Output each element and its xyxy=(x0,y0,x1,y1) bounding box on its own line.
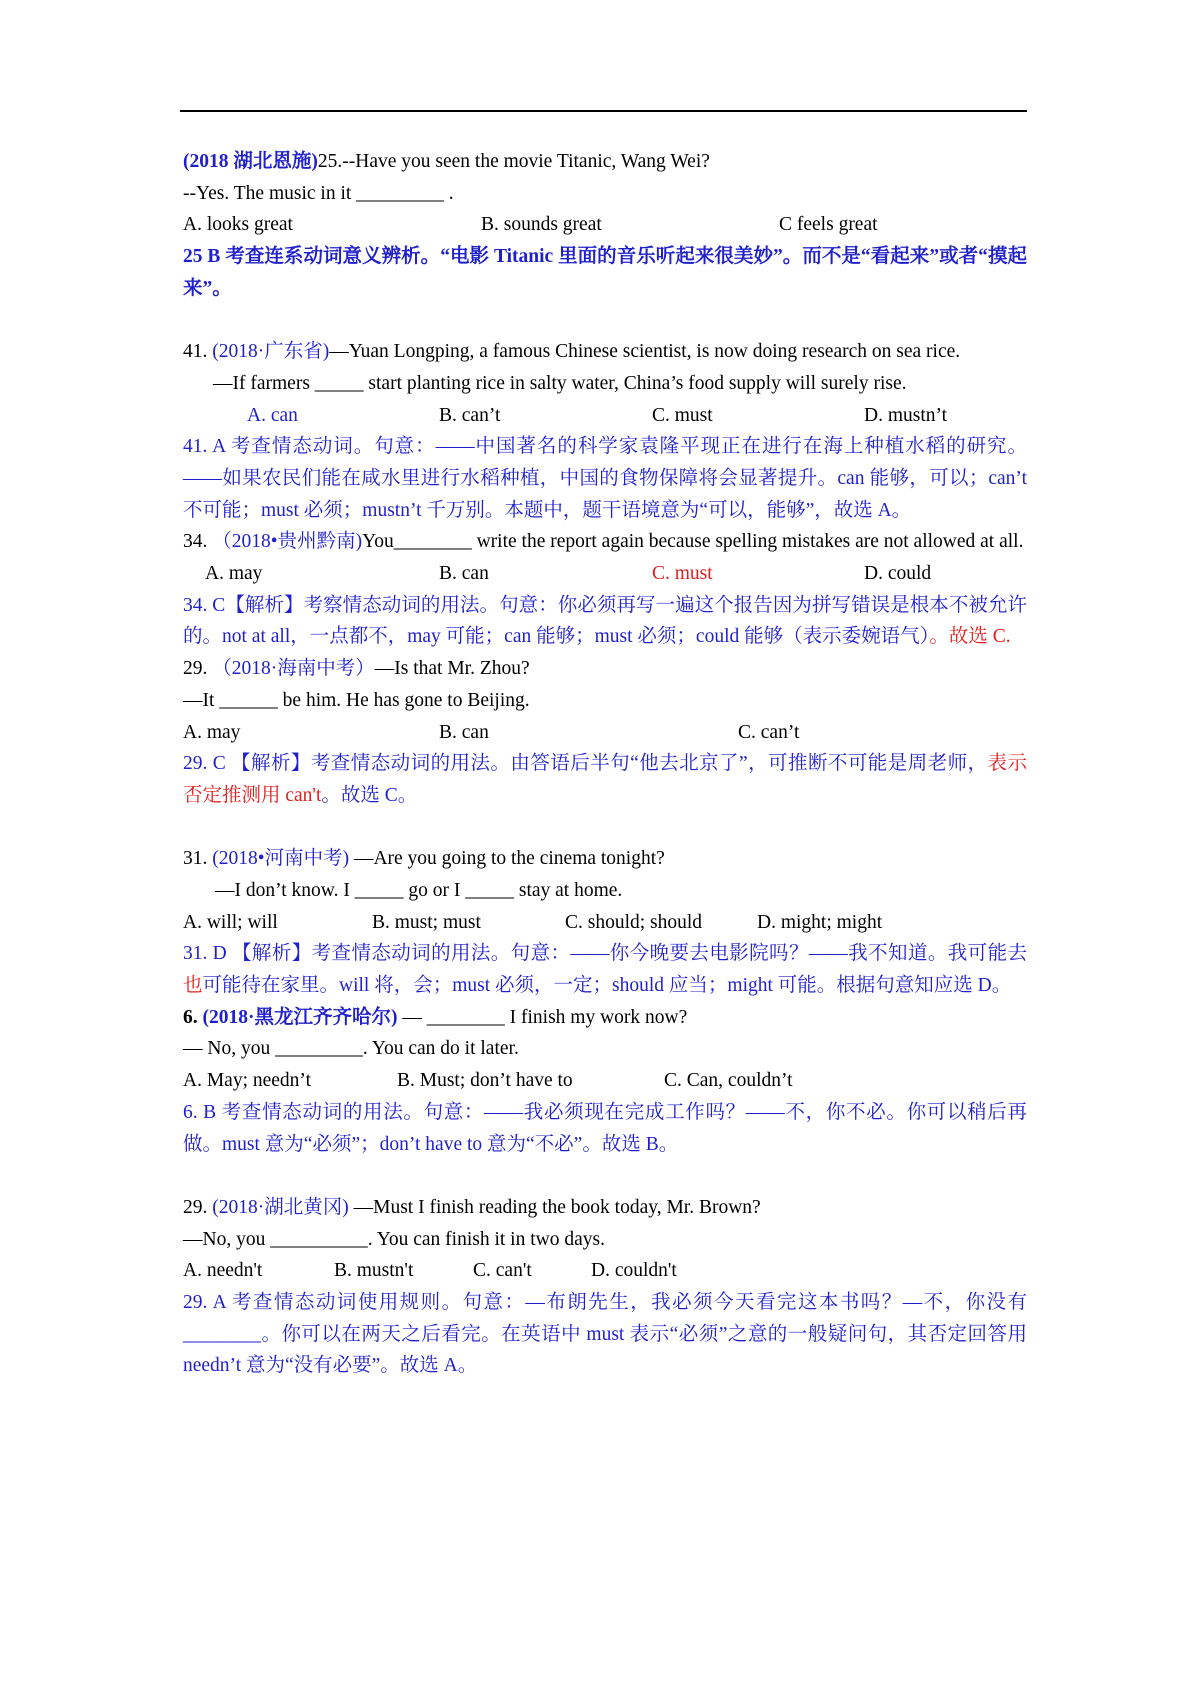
option-b: B. can xyxy=(439,721,489,743)
option-a: A. may xyxy=(183,721,241,743)
question-34-options xyxy=(183,558,1027,590)
source-tag: （2018•贵州黔南) xyxy=(212,531,363,553)
option-a: A. can xyxy=(247,404,298,426)
question-29b-stem: 29. (2018·湖北黄冈) —Must I finish reading the book today, Mr. Brown? xyxy=(183,1196,761,1218)
answer-25: 25 B 考查连系动词意义辨析。“电影 Titanic 里面的音乐听起来很美妙”。而不是“看起来”或者“摸起来”。 xyxy=(183,246,1027,299)
option-b: B. Must; don’t have to xyxy=(397,1070,573,1092)
source-tag: (2018•河南中考) xyxy=(212,848,350,870)
option-b: B. can’t xyxy=(439,404,501,426)
question-29-stem: 29. （2018·海南中考）—Is that Mr. Zhou? xyxy=(183,658,530,680)
answer-34: 34. C【解析】考察情态动词的用法。句意：你必须再写一遍这个报告因为拼写错误是根本不被允许的。not at all，一点都不，may 可能；can 能够；must 必须；could 能够（表示委婉语气）。故选 C. xyxy=(183,594,1027,648)
option-d: D. could xyxy=(864,563,932,585)
question-41-options xyxy=(183,400,1027,432)
question-25-line2: --Yes. The music in it _________ . xyxy=(183,182,454,204)
question-25-options xyxy=(183,209,1027,241)
option-c: C. must xyxy=(652,563,713,585)
question-41-line2: —If farmers _____ start planting rice in salty water, China’s food supply will surely rise. xyxy=(213,372,907,394)
question-29b-options xyxy=(183,1255,1027,1287)
option-c: C. can’t xyxy=(738,721,800,743)
option-d: D. mustn’t xyxy=(864,404,948,426)
header-rule xyxy=(180,110,1027,112)
option-b: B. can xyxy=(439,563,489,585)
option-a: A. may xyxy=(205,563,263,585)
document-page xyxy=(183,146,1027,1382)
option-b: B. must; must xyxy=(372,911,481,933)
option-a: A. needn't xyxy=(183,1260,263,1282)
question-6-options xyxy=(183,1065,1027,1097)
option-d: D. couldn't xyxy=(591,1260,677,1282)
option-c: C feels great xyxy=(779,214,878,236)
answer-29b: 29. A 考查情态动词使用规则。句意：—布朗先生，我必须今天看完这本书吗？—不，你没有________。你可以在两天之后看完。在英语中 must 表示“必须”之意的一般疑问句，其否定回答用 needn’t 意为“没有必要”。故选 A。 xyxy=(183,1291,1027,1377)
answer-31: 31. D 【解析】考查情态动词的用法。句意：——你今晚要去电影院吗？——我不知道。我可能去也可能待在家里。will 将，会；must 必须，一定；should 应当；might 可能。根据句意知应选 D。 xyxy=(183,943,1027,997)
source-tag: (2018·湖北黄冈) xyxy=(212,1196,349,1218)
question-29b-line2: —No, you __________. You can finish it in two days. xyxy=(183,1228,605,1250)
answer-41: 41. A 考查情态动词。句意：——中国著名的科学家袁隆平现正在进行在海上种植水稻的研究。——如果农民们能在咸水里进行水稻种植，中国的食物保障将会显著提升。can 能够，可以；can’t 不可能；must 必须；mustn’t 千万别。本题中，题干语境意为“可以，能够”，故选 A。 xyxy=(183,436,1027,521)
source-tag: （2018·海南中考） xyxy=(212,658,375,680)
option-b: B. sounds great xyxy=(481,214,602,236)
source-tag: (2018·黑龙江齐齐哈尔) xyxy=(202,1006,398,1028)
source-tag: (2018·广东省) xyxy=(212,341,330,363)
source-tag: (2018 湖北恩施) xyxy=(183,151,318,172)
question-25-stem: (2018 湖北恩施)25.--Have you seen the movie Titanic, Wang Wei? xyxy=(183,151,710,172)
option-c: C. should; should xyxy=(565,911,703,933)
option-a: A. will; will xyxy=(183,911,278,933)
question-6-stem: 6. (2018·黑龙江齐齐哈尔) — ________ I finish my work now? xyxy=(183,1006,688,1028)
question-31-line2: —I don’t know. I _____ go or I _____ stay at home. xyxy=(215,879,623,901)
question-29-options xyxy=(183,717,1027,749)
question-31-options xyxy=(183,907,1027,939)
question-29-line2: —It ______ be him. He has gone to Beijing. xyxy=(183,689,530,711)
option-a: A. looks great xyxy=(183,214,293,236)
question-31-stem: 31. (2018•河南中考) —Are you going to the cinema tonight? xyxy=(183,848,665,870)
answer-29: 29. C 【解析】考查情态动词的用法。由答语后半句“他去北京了”，可推断不可能是周老师，表示否定推测用 can't。故选 C。 xyxy=(183,753,1027,806)
question-41-stem: 41. (2018·广东省)—Yuan Longping, a famous Chinese scientist, is now doing research on sea rice. xyxy=(183,341,961,363)
option-c: C. can't xyxy=(473,1260,532,1282)
option-c: C. Can, couldn’t xyxy=(664,1070,793,1092)
answer-6: 6. B 考查情态动词的用法。句意：——我必须现在完成工作吗？——不，你不必。你可以稍后再做。must 意为“必须”；don’t have to 意为“不必”。故选 B。 xyxy=(183,1101,1027,1155)
question-34-stem: 34. （2018•贵州黔南)You________ write the report again because spelling mistakes are not allowed at all. xyxy=(183,531,1024,553)
question-6-line2: — No, you _________. You can do it later. xyxy=(183,1038,519,1060)
option-d: D. might; might xyxy=(757,911,883,933)
option-c: C. must xyxy=(652,404,713,426)
option-b: B. mustn't xyxy=(334,1260,414,1282)
option-a: A. May; needn’t xyxy=(183,1070,311,1092)
